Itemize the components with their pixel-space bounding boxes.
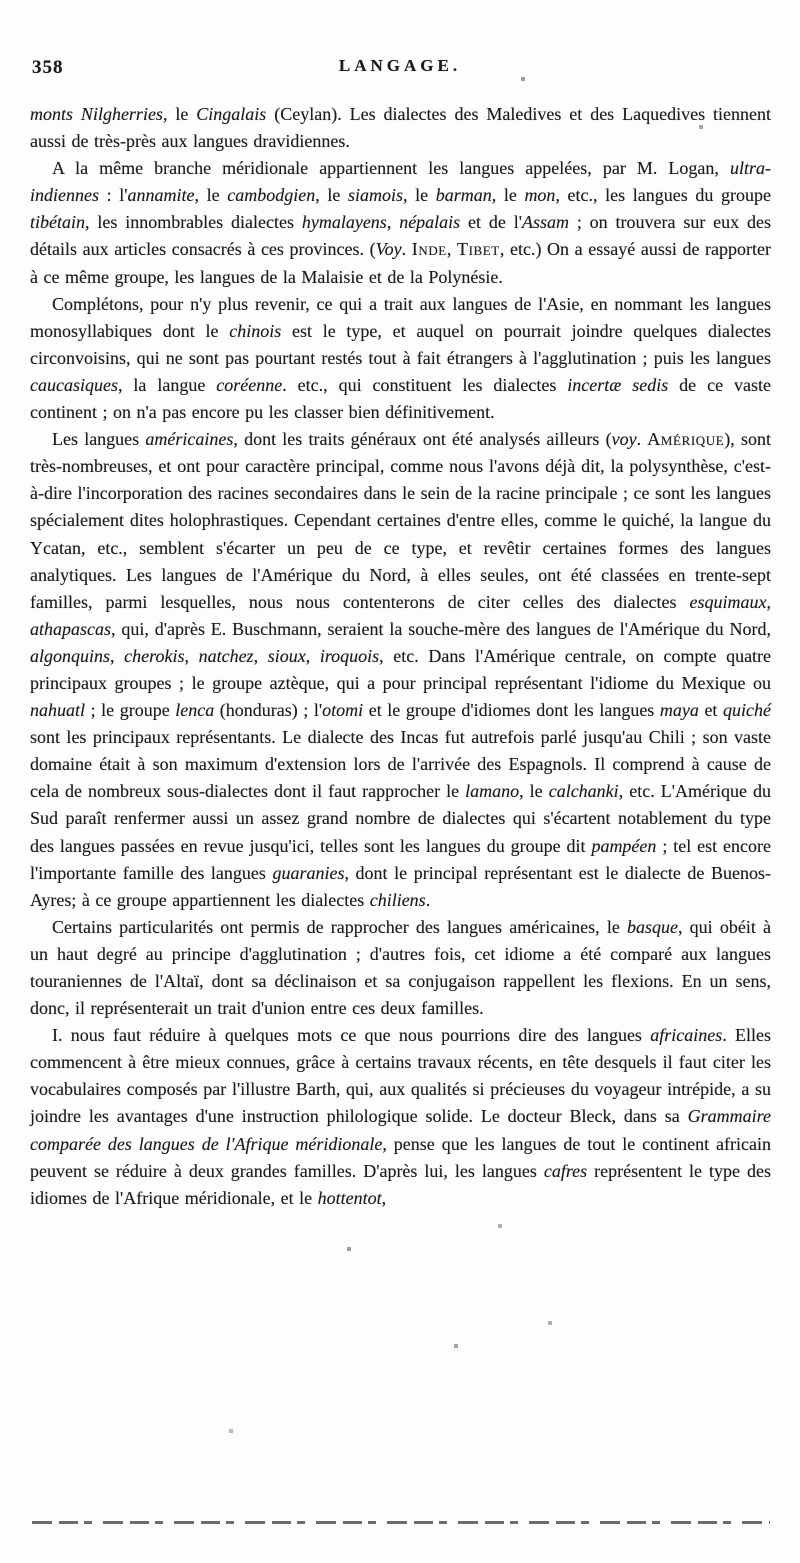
text-run: , les innombrables dialectes bbox=[85, 212, 302, 233]
italic-run: guaranies bbox=[272, 862, 345, 883]
text-run: (honduras) ; l' bbox=[214, 700, 323, 721]
text-run: , le bbox=[315, 185, 348, 206]
italic-run: pampéen bbox=[591, 835, 657, 856]
text-run: . bbox=[425, 889, 431, 910]
italic-run: Cingalais bbox=[196, 104, 267, 124]
text-run: , etc. Dans l'Amérique centrale, on compte quatre principaux groupes ; le groupe aztèque, qui a pour principal représentant l'idiome du Mexique ou bbox=[30, 645, 772, 693]
italic-run: natchez bbox=[198, 645, 254, 666]
text-run: , le bbox=[194, 185, 228, 206]
text-run: et bbox=[698, 700, 723, 721]
text-run: ; on trouvera sur eux des détails aux articles consacrés à ces provinces. ( bbox=[30, 212, 772, 260]
italic-run: basque bbox=[627, 916, 678, 937]
italic-run: calchanki bbox=[548, 781, 619, 802]
italic-run: barman bbox=[435, 185, 492, 206]
text-run: est le type, et auquel on pourrait joindre quelques dialectes circonvoisins, qui ne sont pas pourtant restés tout à fait étrangers à l'agglutination ; puis les langues bbox=[30, 320, 772, 368]
text-run: , bbox=[253, 645, 268, 666]
text-run: , etc.) On a essayé aussi de rapporter à ce même groupe, les langues de la Malaisie et de la Polynésie. bbox=[30, 239, 772, 287]
text-run: A la même branche méridionale appartiennent les langues appelées, par M. Logan, bbox=[52, 158, 730, 179]
text-run: : l' bbox=[99, 185, 128, 206]
text-run: sont les principaux représentants. Le dialecte des Incas fut autrefois parlé jusqu'au Chili ; son vaste domaine était à son maximum d'extension lors de l'arrivée des Espagnols. Il comprend à cause de cela de nombreux sous-dialectes dont il faut rapprocher le bbox=[30, 727, 771, 802]
smallcaps-run: Tibet bbox=[456, 239, 500, 260]
italic-run: algonquins bbox=[30, 645, 111, 666]
text-run: , qui, d'après E. Buschmann, seraient la souche-mère des langues de l'Amérique du Nord, bbox=[111, 618, 771, 639]
italic-run: népalais bbox=[399, 212, 461, 233]
italic-run: cafres bbox=[543, 1160, 588, 1181]
smallcaps-run: Inde bbox=[411, 239, 447, 260]
italic-run: sioux bbox=[267, 645, 306, 666]
text-run: , le bbox=[491, 185, 525, 206]
text-run: , dont les traits généraux ont été analysés ailleurs ( bbox=[233, 429, 612, 450]
text-run: , bbox=[381, 1187, 387, 1208]
italic-run: cherokis bbox=[124, 645, 185, 666]
text-run: , etc. L'Amérique du Sud paraît renfermer aussi un assez grand nombre de dialectes qui s'écartent notablement du type des langues passées en revue jusqu'ici, telles sont les langues du groupe dit bbox=[30, 781, 771, 856]
text-run: et le groupe d'idiomes dont les langues bbox=[363, 700, 660, 721]
italic-run: mon bbox=[524, 185, 556, 206]
italic-run: chinois bbox=[229, 320, 282, 341]
text-run: I. nous faut réduire à quelques mots ce que nous pourrions dire des langues bbox=[52, 1025, 651, 1046]
bottom-dashed-rule bbox=[32, 1521, 770, 1524]
italic-run: caucasiques bbox=[30, 374, 118, 395]
italic-run: monts Nilgherries bbox=[30, 104, 163, 124]
italic-run: américaines bbox=[145, 429, 234, 450]
text-run: , pense que les langues de tout le continent africain peuvent se réduire à deux grandes familles. D'après lui, les langues bbox=[30, 1133, 772, 1181]
text-run: ; tel est encore l'importante famille des langues bbox=[30, 835, 772, 883]
text-run: (Ceylan). Les dialectes des Maledives et des Laquedives tiennent aussi de très-près aux langues dravidiennes. bbox=[30, 104, 771, 152]
italic-run: iroquois bbox=[319, 645, 380, 666]
smallcaps-run: Amérique bbox=[647, 429, 725, 450]
italic-run: athapascas bbox=[30, 618, 111, 639]
italic-run: annamite bbox=[127, 185, 195, 206]
text-run: , bbox=[446, 239, 457, 260]
italic-run: quiché bbox=[723, 700, 771, 721]
text-run: Certains particularités ont permis de rapprocher des langues américaines, le bbox=[52, 916, 627, 937]
text-run: Complétons, pour n'y plus revenir, ce qui a trait aux langues de l'Asie, en nommant les langues monosyllabiques dont le bbox=[30, 293, 771, 341]
paragraph bbox=[30, 1022, 771, 1212]
text-run: représentent le type des idiomes de l'Afrique méridionale, et le bbox=[30, 1160, 771, 1208]
paragraph bbox=[30, 291, 771, 426]
italic-run: otomi bbox=[322, 700, 364, 721]
text-run: , le bbox=[402, 185, 436, 206]
italic-run: ultra-indiennes bbox=[30, 158, 771, 206]
italic-run: Voy bbox=[375, 239, 402, 260]
text-run: , bbox=[766, 591, 771, 612]
italic-run: africaines bbox=[650, 1025, 723, 1046]
text-run: , bbox=[386, 212, 400, 233]
text-run: . etc., qui constituent les dialectes bbox=[282, 374, 568, 395]
scan-speck-noise bbox=[0, 0, 2, 2]
text-run: . Elles commencent à être mieux connues, grâce à certains travaux récents, en tête desquels il faut citer les vocabulaires composés par l'illustre Barth, qui, aux qualités si précieuses du voyageur intrépide, a su joindre les avantages d'une instruction philologique solide. Le docteur Bleck, dans sa bbox=[30, 1025, 771, 1127]
text-run: de ce vaste continent ; on n'a pas encore pu les classer bien définitivement. bbox=[30, 374, 771, 423]
italic-run: cambodgien bbox=[227, 185, 316, 206]
italic-run: incertæ sedis bbox=[567, 374, 669, 395]
paragraph bbox=[30, 101, 771, 155]
paragraph bbox=[30, 426, 771, 914]
italic-run: siamois bbox=[347, 185, 403, 206]
italic-run: Assam bbox=[521, 212, 569, 233]
text-run: , le bbox=[519, 781, 549, 802]
text-run: , le bbox=[162, 104, 197, 124]
text-run: , etc., les langues du groupe bbox=[555, 185, 771, 206]
italic-run: hottentot bbox=[317, 1187, 382, 1208]
italic-run: maya bbox=[659, 700, 699, 721]
italic-run: Grammaire comparée des langues de l'Afrique méridionale bbox=[30, 1106, 771, 1154]
text-run: . bbox=[401, 239, 412, 260]
text-run: ), sont très-nombreuses, et ont pour caractère principal, comme nous l'avons déjà dit, la polysynthèse, c'est-à-dire l'incorporation des racines secondaires dans le sein de la racine principale ; ce sont les langues spécialement dites holophrastiques. Cependant certaines d'entre elles, comme le quiché, la langue du Ycatan, etc., semblent s'écarter un peu de ce type, et revêtir certaines formes des langues analytiques. Les langues de l'Amérique du Nord, à elles seules, ont été classées en trente-sept familles, parmi lesquelles, nous nous contenterons de citer celles des dialectes bbox=[30, 429, 771, 612]
text-run: , bbox=[110, 645, 125, 666]
text-run: et de l' bbox=[460, 212, 522, 233]
italic-run: esquimaux bbox=[689, 591, 767, 612]
italic-run: lenca bbox=[175, 700, 215, 721]
text-run: , bbox=[184, 645, 199, 666]
text-run: , dont le principal représentant est le dialecte de Buenos-Ayres; à ce groupe appartiennent les dialectes bbox=[30, 862, 771, 910]
italic-run: chiliens bbox=[369, 889, 426, 910]
text-run: , bbox=[305, 645, 320, 666]
italic-run: hymalayens bbox=[301, 212, 387, 233]
italic-run: voy bbox=[611, 429, 637, 450]
italic-run: lamano bbox=[465, 781, 520, 802]
text-run: ; le groupe bbox=[85, 700, 176, 721]
page-number: 358 bbox=[32, 57, 64, 78]
italic-run: coréenne bbox=[216, 374, 283, 395]
paragraph bbox=[30, 155, 771, 290]
text-run: Les langues bbox=[52, 429, 146, 450]
text-block bbox=[30, 101, 771, 1212]
italic-run: tibétain bbox=[30, 212, 85, 233]
page-header bbox=[30, 56, 770, 82]
italic-run: nahuatl bbox=[30, 700, 86, 721]
text-run: , la langue bbox=[117, 374, 217, 395]
text-run: . bbox=[636, 429, 648, 450]
running-title: LANGAGE. bbox=[338, 56, 462, 75]
paragraph bbox=[30, 914, 771, 1022]
text-run: , qui obéit à un haut degré au principe d'agglutination ; d'autres fois, cet idiome a été comparé aux langues touraniennes de l'Altaï, dont sa déclinaison et sa conjugaison rappellent les flexions. En un sens, donc, il représenterait un trait d'union entre ces deux familles. bbox=[30, 916, 771, 1019]
